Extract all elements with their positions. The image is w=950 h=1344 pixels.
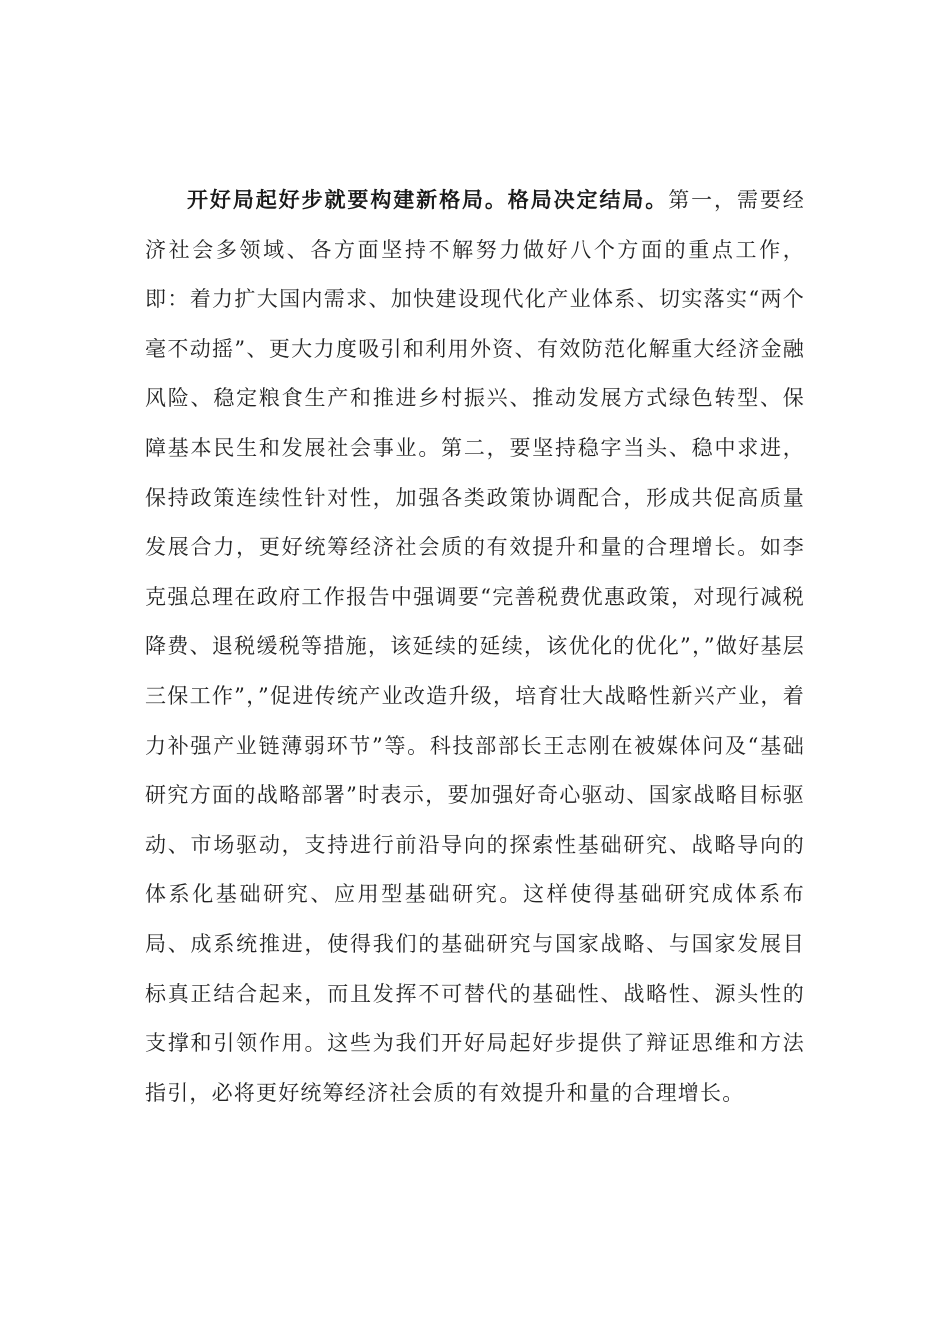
paragraph-text: 第一，需要经济社会多领域、各方面坚持不解努力做好八个方面的重点工作，即：着力扩大国内需求、加快建设现代化产业体系、切实落实“两个毫不动摇”、更大力度吸引和利用外资、有效防范化解重大经济金融风险、稳定粮食生产和推进乡村振兴、推动发展方式绿色转型、保障基本民生和发展社会事业。第二，要坚持稳字当头、稳中求进，保持政策连续性针对性，加强各类政策协调配合，形成共促高质量发展合力，更好统筹经济社会质的有效提升和量的合理增长。如李克强总理在政府工作报告中强调要“完善税费优惠政策，对现行减税降费、退税缓税等措施，该延续的延续，该优化的优化”，”做好基层三保工作”，”促进传统产业改造升级，培育壮大战略性新兴产业，着力补强产业链薄弱环节”等。科技部部长王志刚在被媒体问及“基础研究方面的战略部署”时表示，要加强好奇心驱动、国家战略目标驱动、市场驱动，支持进行前沿导向的探索性基础研究、战略导向的体系化基础研究、应用型基础研究。这样使得基础研究成体系布局、成系统推进，使得我们的基础研究与国家战略、与国家发展目标真正结合起来，而且发挥不可替代的基础性、战略性、源头性的支撑和引领作用。这些为我们开好局起好步提供了辩证思维和方法指引，必将更好统筹经济社会质的有效提升和量的合理增长。: [145, 188, 805, 1105]
lead-sentence: 开好局起好步就要构建新格局。格局决定结局。: [187, 188, 669, 212]
body-paragraph: [145, 176, 805, 1118]
document-body: [145, 176, 805, 1118]
